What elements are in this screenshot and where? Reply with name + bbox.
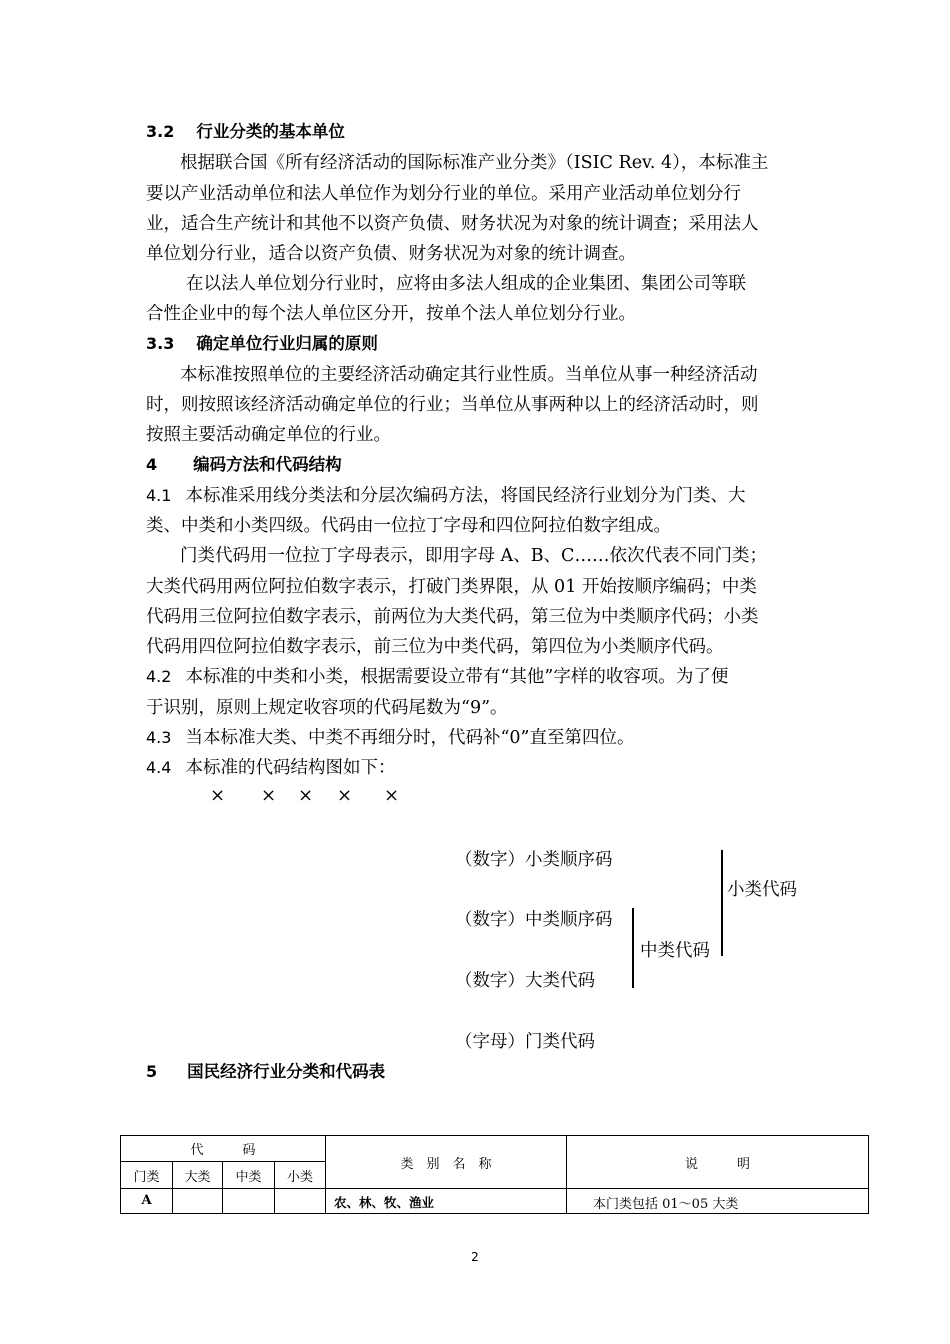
section-number: 5 xyxy=(146,1062,158,1081)
cell-section: A xyxy=(121,1189,173,1214)
industry-code-table xyxy=(120,1135,869,1214)
paragraph-line: 门类代码用一位拉丁字母表示，即用字母 A、B、C……依次代表不同门类； xyxy=(180,546,767,566)
paragraph-line: 代码用四位阿拉伯数字表示，前三位为中类代码，第四位为小类顺序代码。 xyxy=(146,637,724,657)
header-small: 小类 xyxy=(275,1162,326,1189)
section-4-3-line xyxy=(146,723,634,753)
header-section: 门类 xyxy=(121,1162,173,1189)
code-mark: × xyxy=(210,785,226,806)
paragraph-line: 要以产业活动单位和法人单位作为划分行业的单位。采用产业活动单位划分行 xyxy=(146,184,741,204)
paragraph-line: 大类代码用两位阿拉伯数字表示，打破门类界限，从 01 开始按顺序编码；中类 xyxy=(146,577,757,597)
paragraph-line: 时，则按照该经济活动确定单位的行业；当单位从事两种以上的经济活动时，则 xyxy=(146,395,759,415)
label-small-code: 小类代码 xyxy=(727,880,797,900)
section-number: 4.4 xyxy=(146,758,172,777)
section-title: 国民经济行业分类和代码表 xyxy=(187,1062,386,1081)
paragraph-text: 本标准的中类和小类，根据需要设立带有“其他”字样的收容项。为了便 xyxy=(185,667,729,687)
paragraph-text: 本标准采用线分类法和分层次编码方法，将国民经济行业划分为门类、大 xyxy=(185,486,746,506)
label-small-sequence: （数字）小类顺序码 xyxy=(455,850,613,870)
section-4-heading xyxy=(146,450,342,480)
paragraph-text: 本标准的代码结构图如下： xyxy=(185,758,396,778)
label-section-code: （字母）门类代码 xyxy=(455,1032,595,1052)
bracket-line-small xyxy=(721,850,723,956)
code-mark: × xyxy=(337,785,353,806)
section-number: 4.1 xyxy=(146,486,172,505)
section-title: 编码方法和代码结构 xyxy=(193,455,342,474)
paragraph-line: 在以法人单位划分行业时，应将由多法人组成的企业集团、集团公司等联 xyxy=(186,274,746,294)
bracket-line-mid xyxy=(632,908,634,988)
header-mid: 中类 xyxy=(223,1162,275,1189)
label-mid-sequence: （数字）中类顺序码 xyxy=(455,910,613,930)
paragraph-line: 于识别，原则上规定收容项的代码尾数为“9”。 xyxy=(146,698,508,718)
paragraph-text: 当本标准大类、中类不再细分时，代码补“0”直至第四位。 xyxy=(185,728,635,748)
code-mark: × xyxy=(384,785,400,806)
paragraph-line: 合性企业中的每个法人单位区分开，按单个法人单位划分行业。 xyxy=(146,304,636,324)
paragraph-line: 本标准按照单位的主要经济活动确定其行业性质。当单位从事一种经济活动 xyxy=(180,365,758,385)
cell-note: 本门类包括 01～05 大类 xyxy=(567,1189,869,1214)
paragraph-line: 根据联合国《所有经济活动的国际标准产业分类》（ISIC Rev. 4），本标准主 xyxy=(180,153,769,173)
section-5-heading xyxy=(146,1057,385,1087)
page-number: 2 xyxy=(471,1250,479,1264)
paragraph-line: 按照主要活动确定单位的行业。 xyxy=(146,425,391,445)
label-mid-code: 中类代码 xyxy=(640,941,710,961)
paragraph-line: 代码用三位阿拉伯数字表示，前两位为大类代码，第三位为中类顺序代码；小类 xyxy=(146,607,759,627)
section-3-2-heading xyxy=(146,117,345,147)
section-number: 3.2 xyxy=(146,122,175,141)
section-4-2-line xyxy=(146,662,728,692)
paragraph-line: 业，适合生产统计和其他不以资产负债、财务状况为对象的统计调查；采用法人 xyxy=(146,214,759,234)
section-4-4-line xyxy=(146,753,395,783)
section-number: 3.3 xyxy=(146,334,175,353)
header-name: 类 别 名 称 xyxy=(326,1136,567,1189)
section-number: 4.2 xyxy=(146,667,172,686)
cell-major xyxy=(173,1189,223,1214)
header-major: 大类 xyxy=(173,1162,223,1189)
section-number: 4.3 xyxy=(146,728,172,747)
code-mark: × xyxy=(298,785,314,806)
section-4-1-line xyxy=(146,481,745,511)
section-number: 4 xyxy=(146,455,158,474)
table-row xyxy=(121,1189,869,1214)
section-3-3-heading xyxy=(146,329,378,359)
cell-small xyxy=(275,1189,326,1214)
cell-name: 农、林、牧、渔业 xyxy=(326,1189,567,1214)
header-note: 说 明 xyxy=(567,1136,869,1189)
section-title: 确定单位行业归属的原则 xyxy=(196,334,378,353)
label-major-code: （数字）大类代码 xyxy=(455,971,595,991)
cell-mid xyxy=(223,1189,275,1214)
paragraph-line: 类、中类和小类四级。代码由一位拉丁字母和四位阿拉伯数字组成。 xyxy=(146,516,671,536)
section-title: 行业分类的基本单位 xyxy=(196,122,345,141)
header-code-group: 代 码 xyxy=(121,1136,326,1162)
paragraph-line: 单位划分行业，适合以资产负债、财务状况为对象的统计调查。 xyxy=(146,244,636,264)
code-mark: × xyxy=(261,785,277,806)
